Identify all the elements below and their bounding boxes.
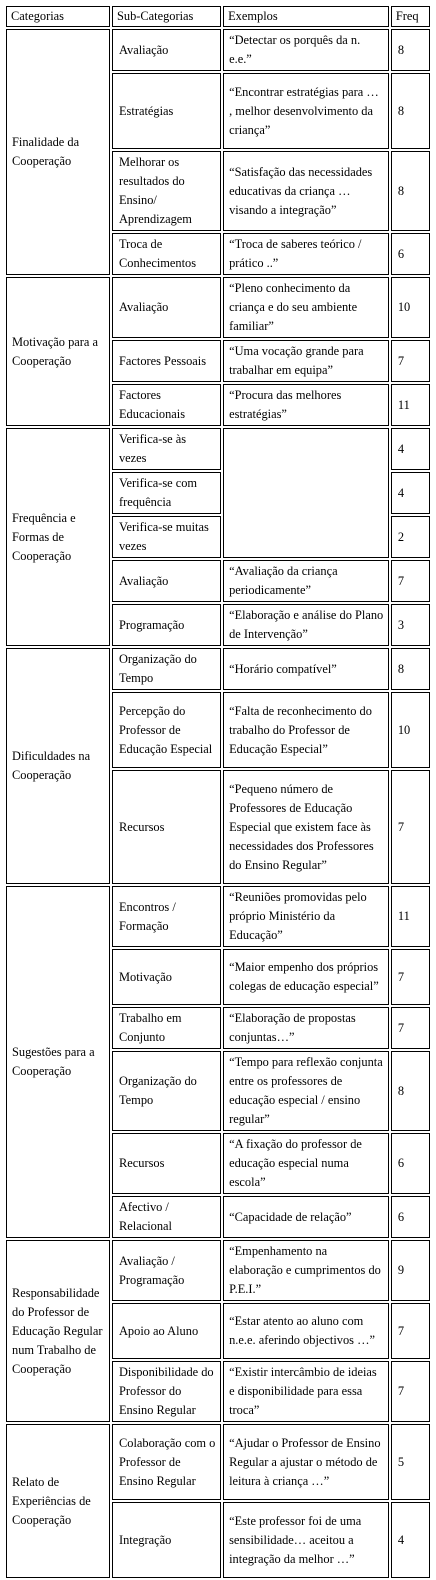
- example-cell: “Procura das melhores estratégias”: [223, 384, 389, 426]
- example-cell: “Tempo para reflexão conjunta entre os professores de educação especial / ensino regular”: [223, 1051, 389, 1131]
- category-cell: Responsabilidade do Professor de Educação Regular num Trabalho de Cooperação: [6, 1240, 110, 1422]
- subcategory-cell: Percepção do Professor de Educação Especial: [112, 692, 221, 768]
- freq-cell: 4: [391, 472, 430, 514]
- subcategory-cell: Estratégias: [112, 73, 221, 149]
- example-cell: “Horário compatível”: [223, 648, 389, 690]
- subcategory-cell: Disponibilidade do Professor do Ensino Regular: [112, 1361, 221, 1422]
- subcategory-cell: Troca de Conhecimentos: [112, 233, 221, 275]
- table-row: [6, 277, 430, 338]
- freq-cell: 6: [391, 233, 430, 275]
- category-cell: Frequência e Formas de Cooperação: [6, 428, 110, 646]
- example-cell: “Este professor foi de uma sensibilidade… aceitou a integração da melhor …”: [223, 1502, 389, 1578]
- subcategory-cell: Organização do Tempo: [112, 648, 221, 690]
- example-cell: “Estar atento ao aluno com n.e.e. aferindo objectivos …”: [223, 1303, 389, 1359]
- subcategory-cell: Melhorar os resultados do Ensino/ Aprendizagem: [112, 151, 221, 231]
- freq-cell: 4: [391, 1502, 430, 1578]
- table-row: [6, 886, 430, 947]
- header-freq: Freq: [391, 6, 430, 27]
- example-cell-empty: [223, 428, 389, 558]
- subcategory-cell: Avaliação: [112, 560, 221, 602]
- subcategory-cell: Factores Pessoais: [112, 340, 221, 382]
- subcategory-cell: Recursos: [112, 1133, 221, 1194]
- table-row: [6, 1424, 430, 1500]
- freq-cell: 6: [391, 1133, 430, 1194]
- example-cell: “Pleno conhecimento da criança e do seu ambiente familiar”: [223, 277, 389, 338]
- freq-cell: 8: [391, 1051, 430, 1131]
- category-cell: Sugestões para a Cooperação: [6, 886, 110, 1238]
- freq-cell: 7: [391, 949, 430, 1005]
- example-cell: “Troca de saberes teórico / prático ..”: [223, 233, 389, 275]
- example-cell: “Existir intercâmbio de ideias e disponibilidade para essa troca”: [223, 1361, 389, 1422]
- freq-cell: 8: [391, 151, 430, 231]
- example-cell: “Maior empenho dos próprios colegas de educação especial”: [223, 949, 389, 1005]
- freq-cell: 11: [391, 384, 430, 426]
- subcategory-cell: Avaliação: [112, 277, 221, 338]
- category-cell: Finalidade da Cooperação: [6, 29, 110, 275]
- freq-cell: 7: [391, 340, 430, 382]
- example-cell: “Satisfação das necessidades educativas da criança … visando a integração”: [223, 151, 389, 231]
- subcategory-cell: Recursos: [112, 770, 221, 884]
- subcategory-cell: Motivação: [112, 949, 221, 1005]
- table-row: [6, 1240, 430, 1301]
- freq-cell: 7: [391, 1361, 430, 1422]
- freq-cell: 8: [391, 73, 430, 149]
- example-cell: “Pequeno número de Professores de Educação Especial que existem face às necessidades dos Professores do Ensino Regular”: [223, 770, 389, 884]
- freq-cell: 7: [391, 770, 430, 884]
- example-cell: “Empenhamento na elaboração e cumprimentos do P.E.I.”: [223, 1240, 389, 1301]
- subcategory-cell: Avaliação / Programação: [112, 1240, 221, 1301]
- subcategory-cell: Trabalho em Conjunto: [112, 1007, 221, 1049]
- subcategory-cell: Afectivo / Relacional: [112, 1196, 221, 1238]
- subcategory-cell: Colaboração com o Professor de Ensino Regular: [112, 1424, 221, 1500]
- example-cell: “Falta de reconhecimento do trabalho do Professor de Educação Especial”: [223, 692, 389, 768]
- freq-cell: 10: [391, 277, 430, 338]
- example-cell: “Avaliação da criança periodicamente”: [223, 560, 389, 602]
- subcategory-cell: Factores Educacionais: [112, 384, 221, 426]
- subcategory-cell: Verifica-se com frequência: [112, 472, 221, 514]
- subcategory-cell: Verifica-se muitas vezes: [112, 516, 221, 558]
- example-cell: “Elaboração de propostas conjuntas…”: [223, 1007, 389, 1049]
- freq-cell: 9: [391, 1240, 430, 1301]
- category-cell: Motivação para a Cooperação: [6, 277, 110, 426]
- example-cell: “A fixação do professor de educação especial numa escola”: [223, 1133, 389, 1194]
- freq-cell: 3: [391, 604, 430, 646]
- subcategory-cell: Programação: [112, 604, 221, 646]
- freq-cell: 4: [391, 428, 430, 470]
- cooperation-table: [4, 4, 432, 1580]
- freq-cell: 7: [391, 560, 430, 602]
- subcategory-cell: Avaliação: [112, 29, 221, 71]
- example-cell: “Encontrar estratégias para … , melhor desenvolvimento da criança”: [223, 73, 389, 149]
- freq-cell: 8: [391, 648, 430, 690]
- example-cell: “Uma vocação grande para trabalhar em equipa”: [223, 340, 389, 382]
- header-subcategory: Sub-Categorias: [112, 6, 221, 27]
- table-row: [6, 428, 430, 470]
- freq-cell: 2: [391, 516, 430, 558]
- table-row: [6, 29, 430, 71]
- subcategory-cell: Integração: [112, 1502, 221, 1578]
- freq-cell: 7: [391, 1007, 430, 1049]
- example-cell: “Detectar os porquês da n. e.e.”: [223, 29, 389, 71]
- subcategory-cell: Encontros / Formação: [112, 886, 221, 947]
- table-row: [6, 648, 430, 690]
- header-row: [6, 6, 430, 27]
- example-cell: “Elaboração e análise do Plano de Intervenção”: [223, 604, 389, 646]
- subcategory-cell: Organização do Tempo: [112, 1051, 221, 1131]
- example-cell: “Ajudar o Professor de Ensino Regular a ajustar o método de leitura à criança …”: [223, 1424, 389, 1500]
- freq-cell: 11: [391, 886, 430, 947]
- freq-cell: 10: [391, 692, 430, 768]
- freq-cell: 5: [391, 1424, 430, 1500]
- category-cell: Dificuldades na Cooperação: [6, 648, 110, 884]
- freq-cell: 8: [391, 29, 430, 71]
- header-examples: Exemplos: [223, 6, 389, 27]
- header-category: Categorias: [6, 6, 110, 27]
- freq-cell: 7: [391, 1303, 430, 1359]
- category-cell: Relato de Experiências de Cooperação: [6, 1424, 110, 1578]
- subcategory-cell: Verifica-se às vezes: [112, 428, 221, 470]
- example-cell: “Reuniões promovidas pelo próprio Ministério da Educação”: [223, 886, 389, 947]
- subcategory-cell: Apoio ao Aluno: [112, 1303, 221, 1359]
- example-cell: “Capacidade de relação”: [223, 1196, 389, 1238]
- freq-cell: 6: [391, 1196, 430, 1238]
